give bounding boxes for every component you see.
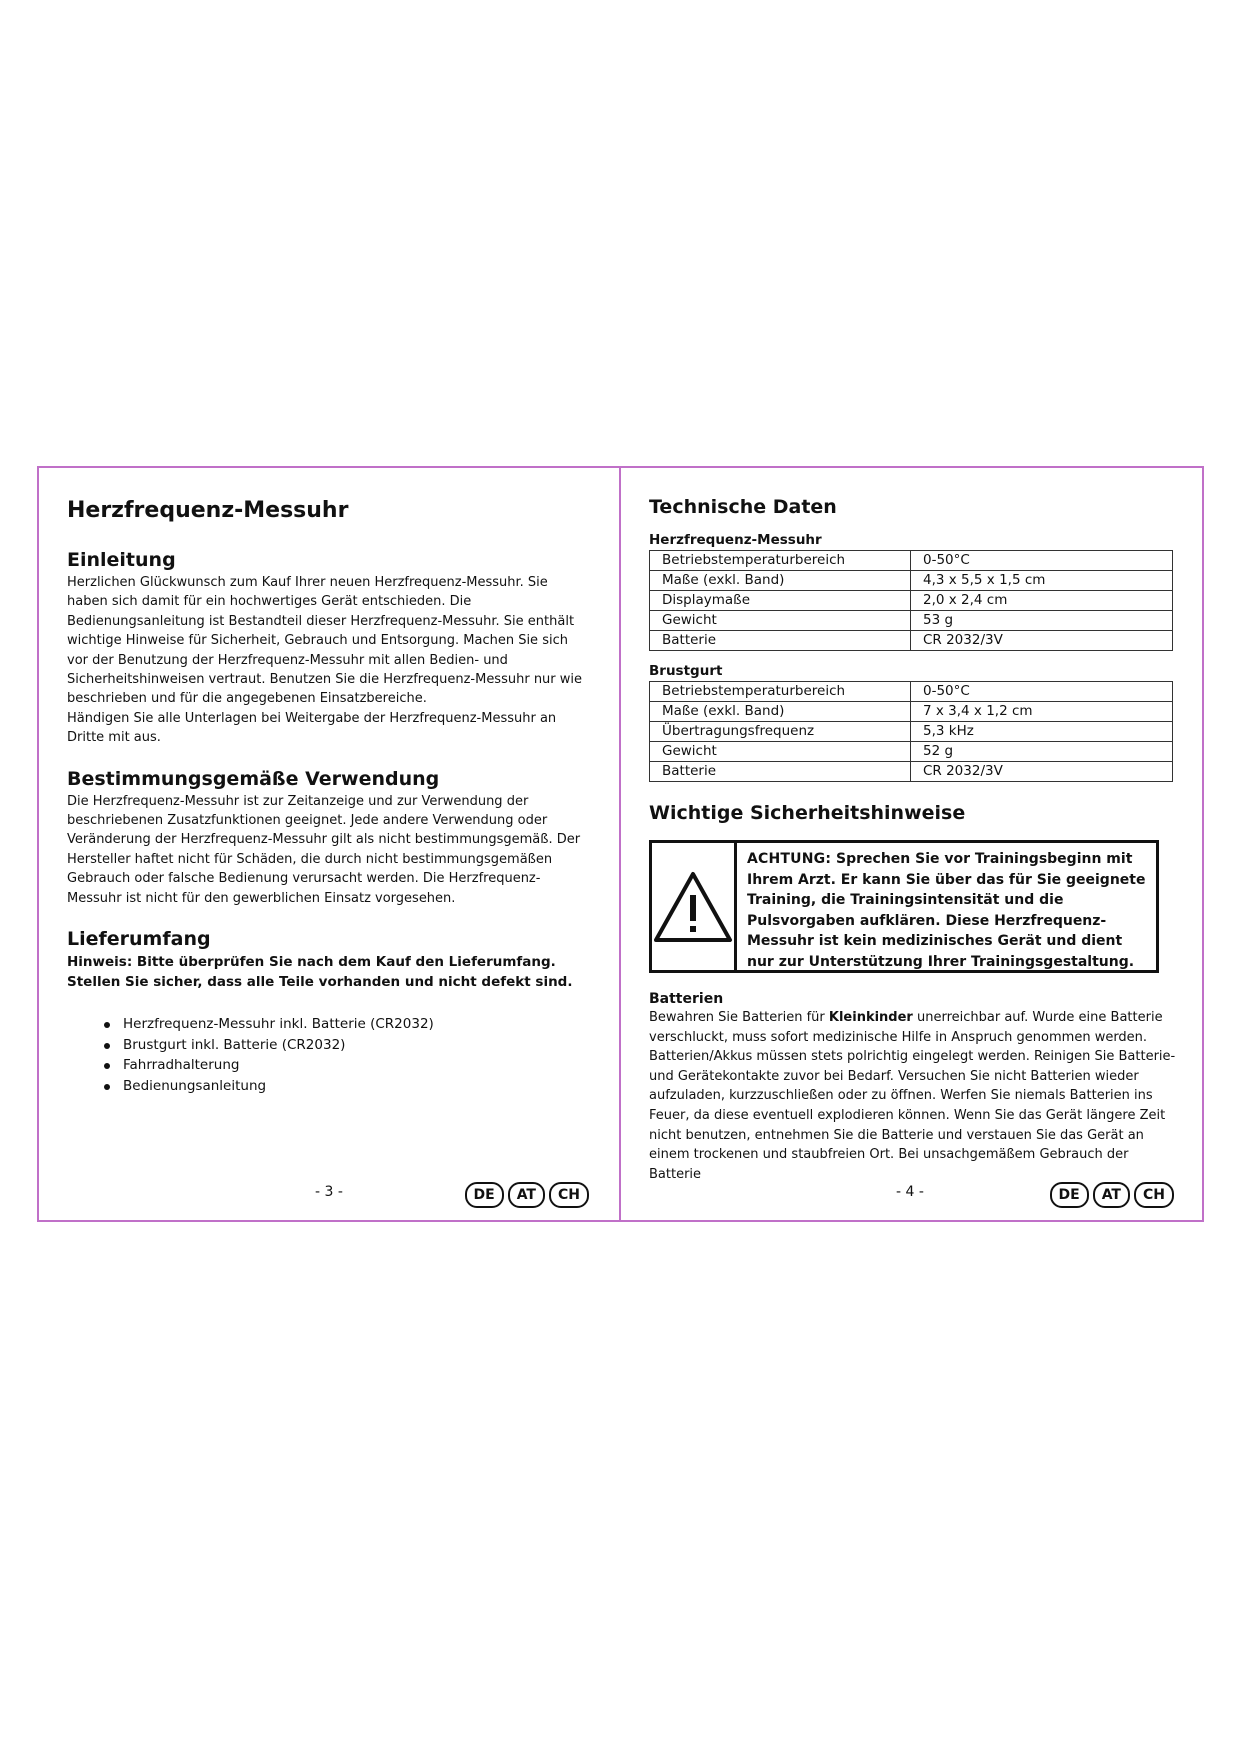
table-row — [650, 682, 1173, 702]
spec-key: Betriebstemperaturbereich — [650, 551, 911, 571]
intro-section — [67, 549, 591, 748]
left-page — [39, 468, 619, 1220]
table-row — [650, 551, 1173, 571]
spec-value: 53 g — [911, 611, 1173, 631]
country-code-de: DE — [1050, 1182, 1089, 1208]
spec-value: 2,0 x 2,4 cm — [911, 591, 1173, 611]
tech-data-heading: Technische Daten — [649, 496, 837, 518]
list-item: Bedienungsanleitung — [103, 1076, 591, 1097]
warning-triangle-icon — [652, 843, 737, 970]
warning-box — [649, 840, 1159, 973]
warning-body: Sprechen Sie vor Trainingsbeginn mit Ihrem Arzt. Er kann Sie über das für Sie geeignete Training, die Trainingsintensität und die Pulsvorgaben aufklären. Diese Herzfrequenz-Messuhr ist kein medizinisches Gerät und dient nur zur Unterstützung Ihrer Trainingsgestaltung. — [747, 851, 1146, 970]
spec-key: Übertragungsfrequenz — [650, 722, 911, 742]
table-row — [650, 702, 1173, 722]
manual-spread — [37, 466, 1204, 1222]
spec-value: CR 2032/3V — [911, 631, 1173, 651]
table-row — [650, 611, 1173, 631]
spec-value: 5,3 kHz — [911, 722, 1173, 742]
spec-value: 52 g — [911, 742, 1173, 762]
country-code-at: AT — [508, 1182, 545, 1208]
warning-text — [737, 843, 1156, 970]
spec-key: Maße (exkl. Band) — [650, 702, 911, 722]
spec-value: CR 2032/3V — [911, 762, 1173, 782]
batteries-text-rest: unerreichbar auf. Wurde eine Batterie verschluckt, muss sofort medizinische Hilfe in Anspruch genommen werden. Batterien/Akkus müssen stets polrichtig eingelegt werden. Reinigen Sie Batterie- und Gerätekontakte zuvor bei Bedarf. Versuchen Sie nicht Batterien wieder aufzuladen, kurzzuschließen oder zu öffnen. Werfen Sie niemals Batterien ins Feuer, da diese eventuell explodieren können. Wenn Sie das Gerät längere Zeit nicht benutzen, entnehmen Sie die Batterie und verstauen Sie das Gerät an einem trockenen und staubfreien Ort. Bei unsachgemäßem Gebrauch der Batterie — [649, 1010, 1176, 1182]
scope-heading: Lieferumfang — [67, 928, 211, 951]
chest-strap-spec-title: Brustgurt — [649, 663, 723, 679]
spec-value: 4,3 x 5,5 x 1,5 cm — [911, 571, 1173, 591]
right-footer — [621, 1180, 1204, 1210]
country-code-de: DE — [465, 1182, 504, 1208]
table-row — [650, 742, 1173, 762]
safety-heading: Wichtige Sicherheitshinweise — [649, 802, 966, 824]
right-page — [621, 468, 1204, 1220]
spec-key: Batterie — [650, 762, 911, 782]
warning-lead: ACHTUNG: — [747, 851, 832, 867]
country-codes — [465, 1182, 590, 1208]
table-row — [650, 591, 1173, 611]
watch-spec-title: Herzfrequenz-Messuhr — [649, 532, 822, 548]
table-row — [650, 571, 1173, 591]
spec-key: Batterie — [650, 631, 911, 651]
intro-paragraph-2: Händigen Sie alle Unterlagen bei Weitergabe der Herzfrequenz-Messuhr an Dritte mit aus. — [67, 710, 557, 746]
country-code-at: AT — [1093, 1182, 1130, 1208]
country-code-ch: CH — [1134, 1182, 1174, 1208]
watch-spec-table — [649, 550, 1173, 651]
spec-key: Betriebstemperaturbereich — [650, 682, 911, 702]
page-title: Herzfrequenz-Messuhr — [67, 498, 349, 523]
scope-section — [67, 928, 591, 1096]
spec-value: 7 x 3,4 x 1,2 cm — [911, 702, 1173, 722]
spec-key: Displaymaße — [650, 591, 911, 611]
list-item: Brustgurt inkl. Batterie (CR2032) — [103, 1035, 591, 1056]
spec-key: Gewicht — [650, 742, 911, 762]
table-row — [650, 722, 1173, 742]
intro-heading: Einleitung — [67, 549, 176, 571]
batteries-bold-word: Kleinkinder — [828, 1010, 913, 1025]
batteries-heading: Batterien — [649, 991, 724, 1007]
intended-use-paragraph: Die Herzfrequenz-Messuhr ist zur Zeitanzeige und zur Verwendung der beschriebenen Zusatzfunktionen geeignet. Jede andere Verwendung oder Veränderung der Herzfrequenz-Messuhr gilt als nicht bestimmungsgemäß. Der Hersteller haftet nicht für Schäden, die durch nicht bestimmungsgemäßen Gebrauch oder falsche Bedienung verursacht werden. Die Herzfrequenz-Messuhr ist nicht für den gewerblichen Einsatz vorgesehen. — [67, 793, 581, 906]
spec-key: Gewicht — [650, 611, 911, 631]
country-code-ch: CH — [549, 1182, 589, 1208]
list-item: Fahrradhalterung — [103, 1055, 591, 1076]
intro-paragraph: Herzlichen Glückwunsch zum Kauf Ihrer neuen Herzfrequenz-Messuhr. Sie haben sich damit für ein hochwertiges Gerät entschieden. Die Bedienungsanleitung ist Bestandteil dieser Herzfrequenz-Messuhr. Sie enthält wichtige Hinweise für Sicherheit, Gebrauch und Entsorgung. Machen Sie sich vor der Benutzung der Herzfrequenz-Messuhr mit allen Bedien- und Sicherheitshinweisen vertraut. Benutzen Sie die Herzfrequenz-Messuhr nur wie beschrieben und für die angegebenen Einsatzbereiche. — [67, 575, 583, 707]
spec-value: 0-50°C — [911, 551, 1173, 571]
list-item: Herzfrequenz-Messuhr inkl. Batterie (CR2032) — [103, 1014, 591, 1035]
scope-list — [67, 1014, 591, 1096]
spec-value: 0-50°C — [911, 682, 1173, 702]
scope-note: Hinweis: Bitte überprüfen Sie nach dem Kauf den Lieferumfang. Stellen Sie sicher, dass alle Teile vorhanden und nicht defekt sind. — [67, 954, 573, 991]
page-number: - 4 - — [896, 1184, 924, 1200]
batteries-text-start: Bewahren Sie Batterien für — [649, 1010, 825, 1025]
intended-use-heading: Bestimmungsgemäße Verwendung — [67, 767, 440, 790]
spec-key: Maße (exkl. Band) — [650, 571, 911, 591]
left-footer — [39, 1180, 619, 1210]
batteries-paragraph — [649, 1008, 1176, 1184]
country-codes — [1050, 1182, 1175, 1208]
intended-use-section — [67, 768, 591, 908]
table-row — [650, 631, 1173, 651]
page-number: - 3 - — [315, 1184, 343, 1200]
chest-strap-spec-table — [649, 681, 1173, 782]
table-row — [650, 762, 1173, 782]
